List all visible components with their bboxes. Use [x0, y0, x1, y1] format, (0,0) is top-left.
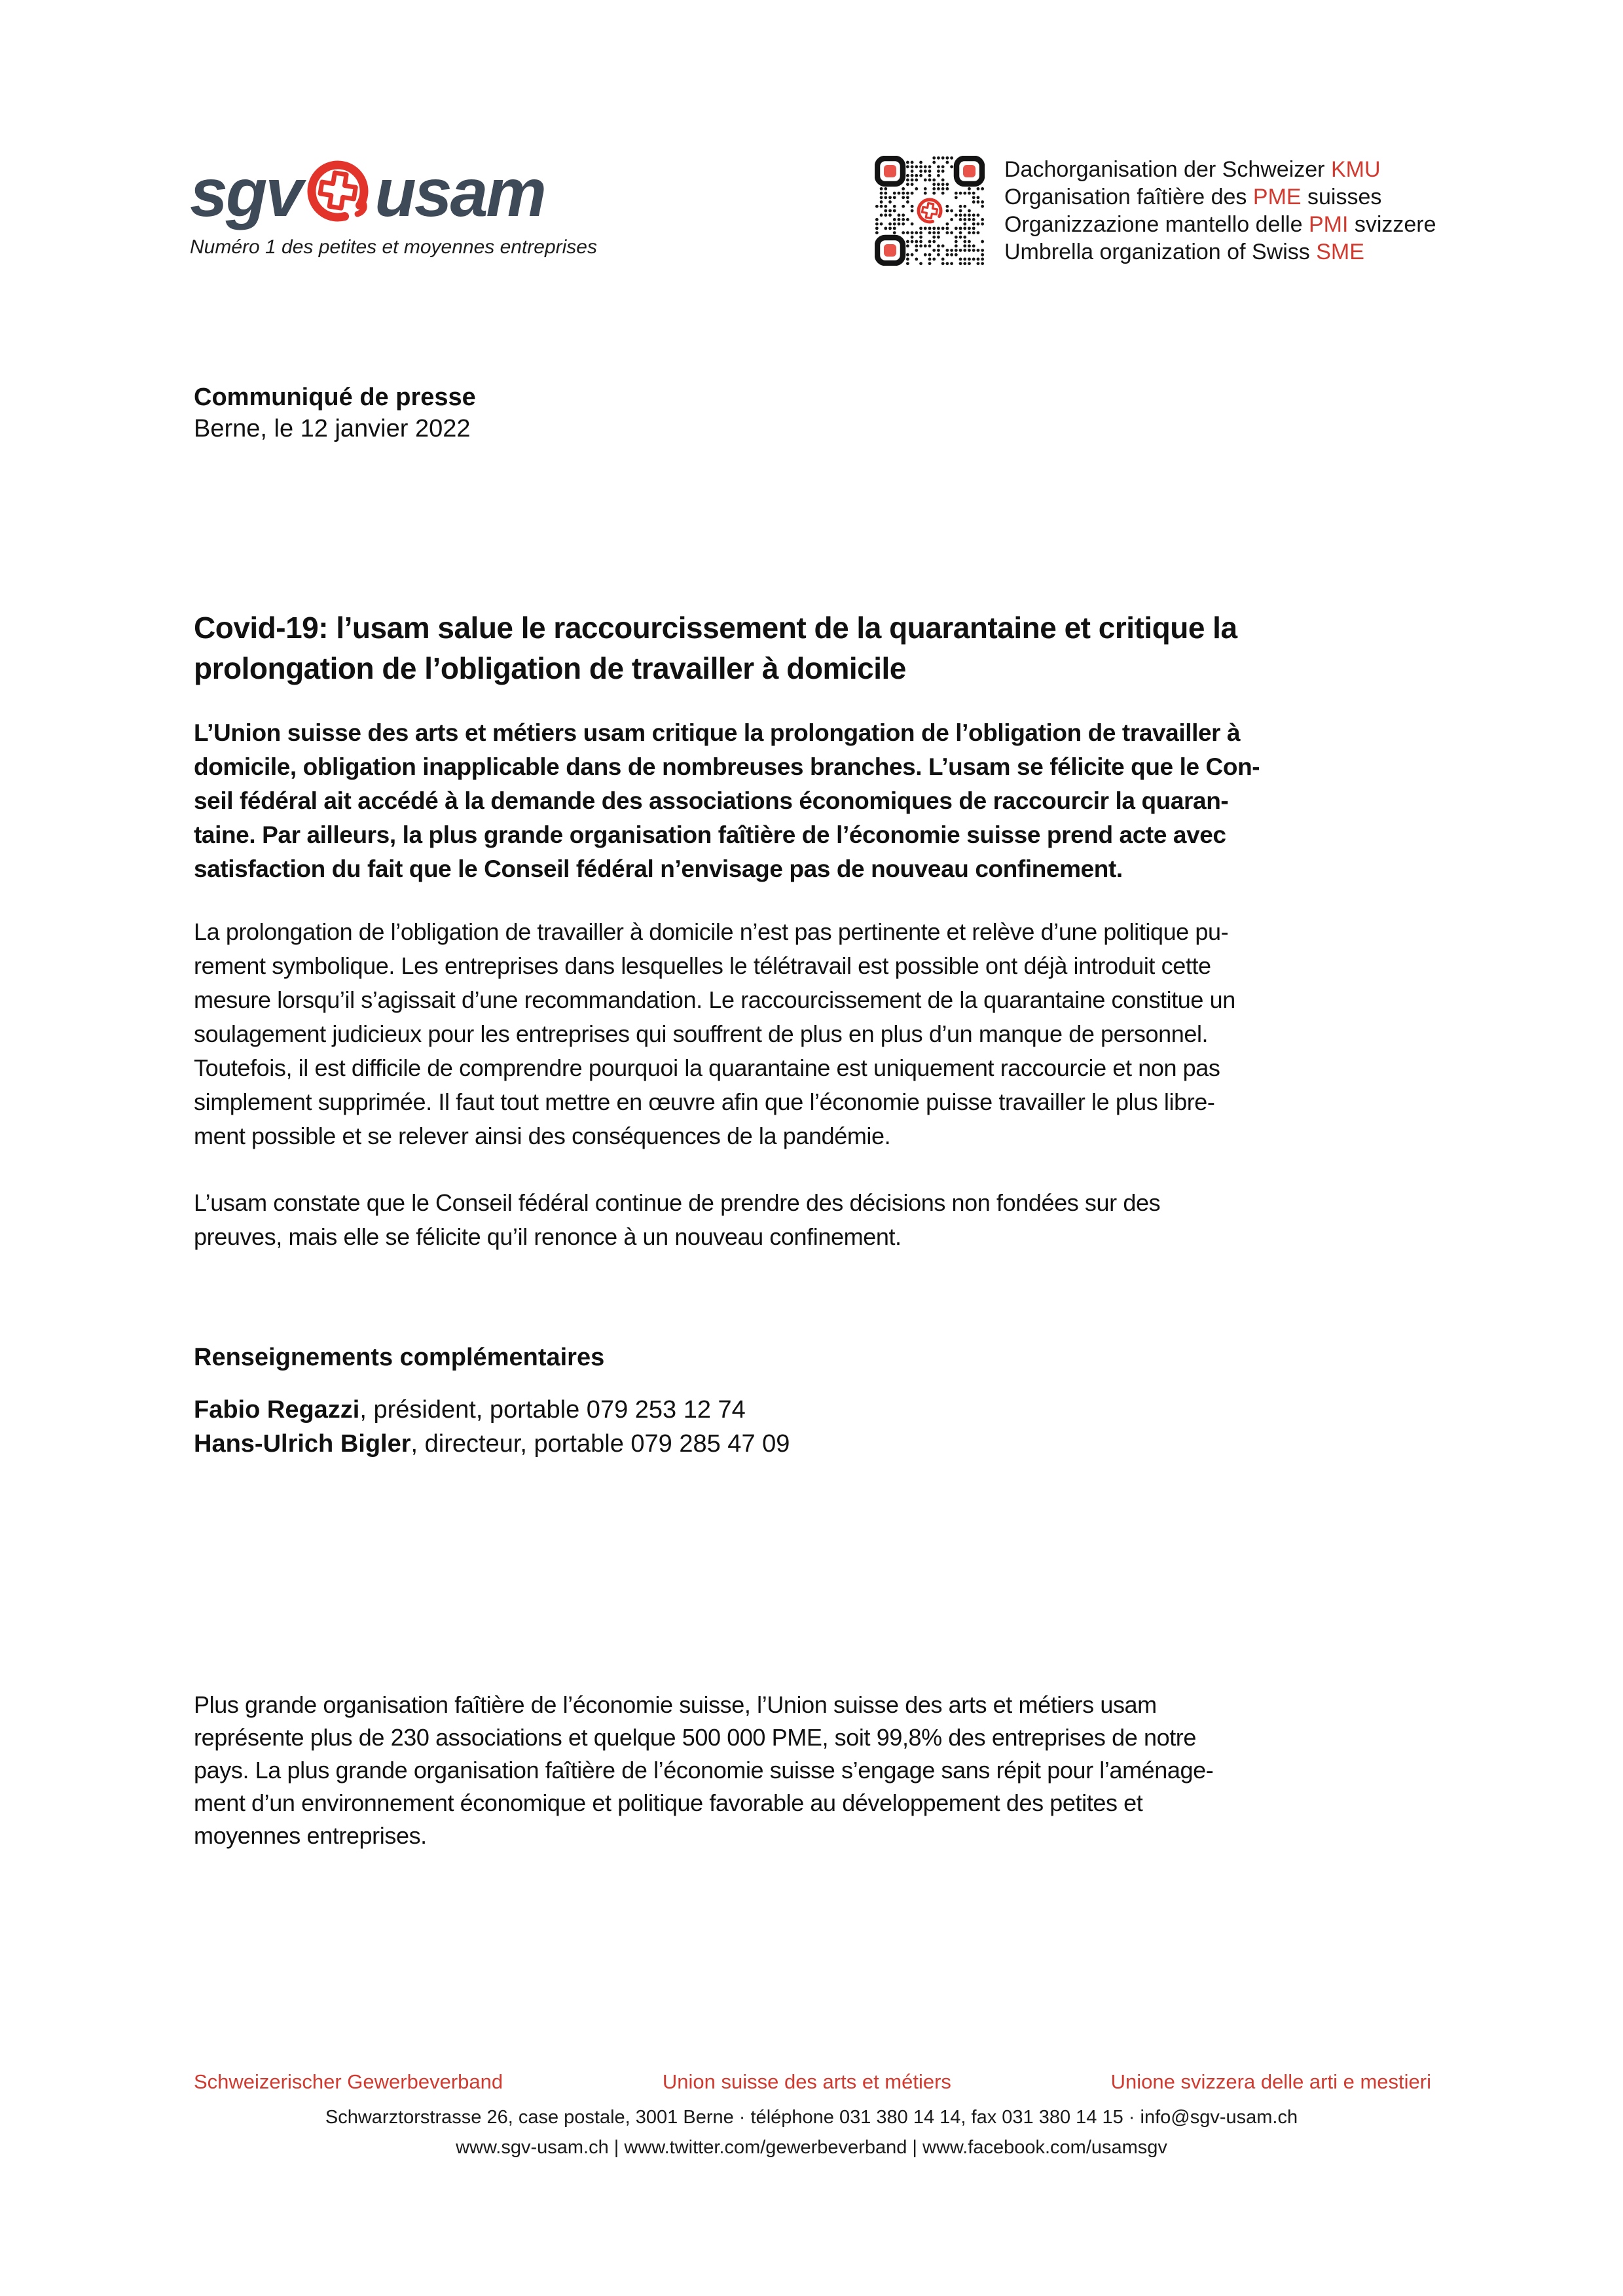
lead-paragraph: L’Union suisse des arts et métiers usam critique la prolongation de l’obligation de travailler à domicile, obligation inapplicable dans de nombreuses branches. L’usam se félicite que le Con- seil fédéral ait accédé à la demande des associations économiques de raccourcir la quaran- taine. Par ailleurs, la plus grande organisation faîtière de l’économie suisse prend acte avec satisfaction du fait que le Conseil fédéral n’envisage pas de nouveau confinement. — [194, 719, 1260, 882]
org-line-it: Organizzazione mantello delle PMI svizzere — [1004, 212, 1436, 237]
contacts-heading: Renseignements complémentaires — [194, 1344, 605, 1371]
contact-line — [194, 1427, 790, 1461]
swiss-cross-at-icon — [302, 156, 373, 226]
body-paragraph-2: L’usam constate que le Conseil fédéral continue de prendre des décisions non fondées sur des preuves, mais elle se félicite qu’il renonce à un nouveau confinement. — [194, 1189, 1161, 1250]
org-line-fr: Organisation faîtière des PME suisses — [1004, 185, 1382, 209]
org-descriptions — [1004, 156, 1436, 266]
contact-name: Fabio Regazzi — [194, 1396, 360, 1424]
qr-code — [875, 156, 985, 266]
footer-org-it: Unione svizzera delle arti e mestieri — [1110, 2070, 1431, 2093]
footer-org-row — [194, 2070, 1431, 2094]
boilerplate-paragraph: Plus grande organisation faîtière de l’économie suisse, l’Union suisse des arts et métiers usam représente plus de 230 associations et quelque 500 000 PME, soit 99,8% des entreprises de notre pays. La plus grande organisation faîtière de l’économie suisse s’engage sans répit pour l’aménage- ment d’un environnement économique et politique favorable au développement des petites et moyennes entreprises. — [194, 1691, 1214, 1849]
logo-tagline: Numéro 1 des petites et moyennes entreprises — [190, 236, 597, 258]
contacts-list — [194, 1393, 790, 1461]
footer-address: Schwarztorstrasse 26, case postale, 3001 Berne · téléphone 031 380 14 14, fax 031 380 14 15 · info@sgv-usam.ch — [325, 2107, 1298, 2128]
contact-line — [194, 1393, 790, 1427]
logo-text-usam: usam — [374, 155, 545, 231]
contact-details: , directeur, portable 079 285 47 09 — [410, 1430, 790, 1458]
org-line-de: Dachorganisation der Schweizer KMU — [1004, 157, 1381, 182]
org-line-en: Umbrella organization of Swiss SME — [1004, 240, 1364, 264]
footer-org-fr: Union suisse des arts et métiers — [662, 2070, 951, 2093]
dateline: Berne, le 12 janvier 2022 — [194, 415, 471, 442]
sgv-usam-logo — [190, 155, 597, 259]
doc-type-label: Communiqué de presse — [194, 384, 476, 411]
footer-links: www.sgv-usam.ch | www.twitter.com/gewerbeverband | www.facebook.com/usamsgv — [456, 2137, 1167, 2158]
body-paragraph-1: La prolongation de l’obligation de travailler à domicile n’est pas pertinente et relève d’une politique pu- rement symbolique. Les entreprises dans lesquelles le télétravail est possible ont déjà introduit cette mesure lorsqu’il s’agissait d’une recommandation. Le raccourcissement de la quarantaine constitue un soulagement judicieux pour les entreprises qui souffrent de plus en plus d’un manque de personnel. Toutefois, il est difficile de comprendre pourquoi la quarantaine est uniquement raccourcie et non pas simplement supprimée. Il faut tout mettre en œuvre afin que l’économie puisse travailler le plus libre- ment possible et se relever ainsi des conséquences de la pandémie. — [194, 918, 1235, 1149]
document-meta — [194, 382, 476, 444]
page-title: Covid-19: l’usam salue le raccourcissement de la quarantaine et critique la prolongation de l’obligation de travailler à domicile — [194, 611, 1237, 685]
contact-name: Hans-Ulrich Bigler — [194, 1430, 411, 1458]
contact-details: , président, portable 079 253 12 74 — [359, 1396, 746, 1424]
logo-text-sgv: sgv — [190, 155, 302, 231]
footer-org-de: Schweizerischer Gewerbeverband — [194, 2070, 503, 2093]
